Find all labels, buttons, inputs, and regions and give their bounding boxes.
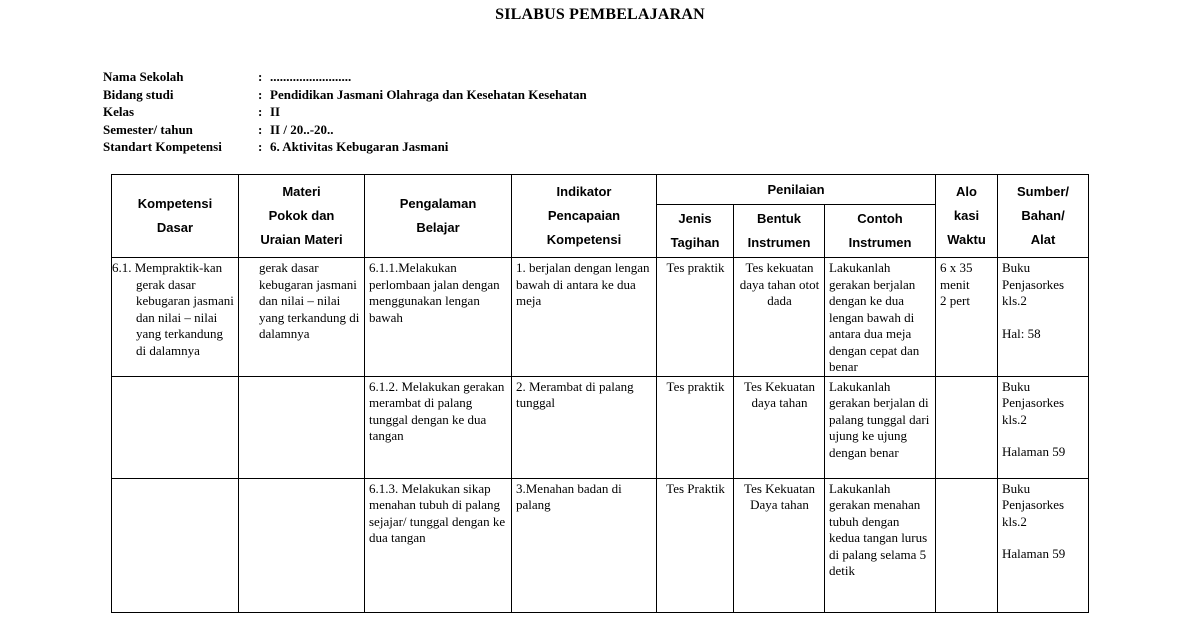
info-row-class: [103, 103, 587, 121]
header-pengalaman: Pengalaman Belajar: [365, 175, 512, 258]
info-separator: :: [258, 121, 263, 137]
cell-alokasi: [936, 478, 998, 612]
info-label: Semester/ tahun: [103, 121, 193, 137]
info-value: II: [270, 104, 281, 119]
table-row: [112, 376, 1089, 478]
document-title: SILABUS PEMBELAJARAN: [495, 6, 705, 23]
cell-pengalaman: 6.1.1.Melakukan perlombaan jalan dengan menggunakan lengan bawah: [365, 258, 512, 377]
cell-sumber: Buku Penjasorkes kls.2 Halaman 59: [998, 478, 1089, 612]
document-info: [103, 68, 587, 156]
info-label: Bidang studi: [103, 86, 174, 102]
cell-alokasi: [936, 376, 998, 478]
info-row-standard: [103, 138, 587, 156]
header-contoh-instrumen: Contoh Instrumen: [825, 205, 936, 258]
cell-jenis: Tes praktik: [657, 376, 734, 478]
header-materi: Materi Pokok dan Uraian Materi: [239, 175, 365, 258]
cell-kompetensi: 6.1. Mempraktik-kan gerak dasar kebugaran jasmani dan nilai – nilai yang terkandung di dalamnya: [112, 258, 239, 377]
syllabus-table: [111, 174, 1089, 613]
info-separator: :: [258, 104, 263, 119]
info-value: II / 20..-20..: [270, 121, 334, 137]
info-label: Standart Kompetensi: [103, 139, 222, 154]
table-header-row: [112, 175, 1089, 205]
cell-sumber: Buku Penjasorkes kls.2 Hal: 58: [998, 258, 1089, 377]
info-separator: :: [258, 69, 263, 84]
header-sumber: Sumber/ Bahan/ Alat: [998, 175, 1089, 258]
info-row-subject: [103, 86, 587, 104]
cell-alokasi: 6 x 35 menit 2 pert: [936, 258, 998, 377]
info-value: .........................: [270, 69, 352, 84]
header-penilaian: Penilaian: [657, 175, 936, 205]
info-label: Nama Sekolah: [103, 69, 184, 84]
info-row-semester: [103, 121, 587, 139]
cell-bentuk: Tes Kekuatan daya tahan: [734, 376, 825, 478]
cell-jenis: Tes Praktik: [657, 478, 734, 612]
info-separator: :: [258, 139, 263, 154]
cell-bentuk: Tes kekuatan daya tahan otot dada: [734, 258, 825, 377]
table-row: [112, 258, 1089, 377]
cell-jenis: Tes praktik: [657, 258, 734, 377]
cell-pengalaman: 6.1.2. Melakukan gerakan merambat di palang tunggal dengan ke dua tangan: [365, 376, 512, 478]
cell-kompetensi: [112, 478, 239, 612]
cell-indikator: 3.Menahan badan di palang: [512, 478, 657, 612]
cell-bentuk: Tes Kekuatan Daya tahan: [734, 478, 825, 612]
cell-materi: gerak dasar kebugaran jasmani dan nilai – nilai yang terkandung di dalamnya: [239, 258, 365, 377]
table-row: [112, 478, 1089, 612]
cell-kompetensi: [112, 376, 239, 478]
info-label: Kelas: [103, 104, 135, 119]
info-value: Pendidikan Jasmani Olahraga dan Kesehatan Kesehatan: [270, 86, 587, 102]
cell-materi: [239, 376, 365, 478]
cell-sumber: Buku Penjasorkes kls.2 Halaman 59: [998, 376, 1089, 478]
header-indikator: Indikator Pencapaian Kompetensi: [512, 175, 657, 258]
header-bentuk-instrumen: Bentuk Instrumen: [734, 205, 825, 258]
header-jenis-tagihan: Jenis Tagihan: [657, 205, 734, 258]
info-separator: :: [258, 86, 263, 102]
cell-indikator: 2. Merambat di palang tunggal: [512, 376, 657, 478]
cell-contoh: Lakukanlah gerakan berjalan di palang tunggal dari ujung ke ujung dengan benar: [825, 376, 936, 478]
cell-contoh: Lakukanlah gerakan berjalan dengan ke dua lengan bawah di antara dua meja dengan cepat dan benar: [825, 258, 936, 377]
cell-indikator: 1. berjalan dengan lengan bawah di antara ke dua meja: [512, 258, 657, 377]
info-value: 6. Aktivitas Kebugaran Jasmani: [270, 139, 449, 154]
cell-contoh: Lakukanlah gerakan menahan tubuh dengan kedua tangan lurus di palang selama 5 detik: [825, 478, 936, 612]
info-row-school: [103, 68, 587, 86]
header-alokasi: Alo kasi Waktu: [936, 175, 998, 258]
header-kompetensi-dasar: Kompetensi Dasar: [112, 175, 239, 258]
cell-materi: [239, 478, 365, 612]
cell-pengalaman: 6.1.3. Melakukan sikap menahan tubuh di palang sejajar/ tunggal dengan ke dua tangan: [365, 478, 512, 612]
